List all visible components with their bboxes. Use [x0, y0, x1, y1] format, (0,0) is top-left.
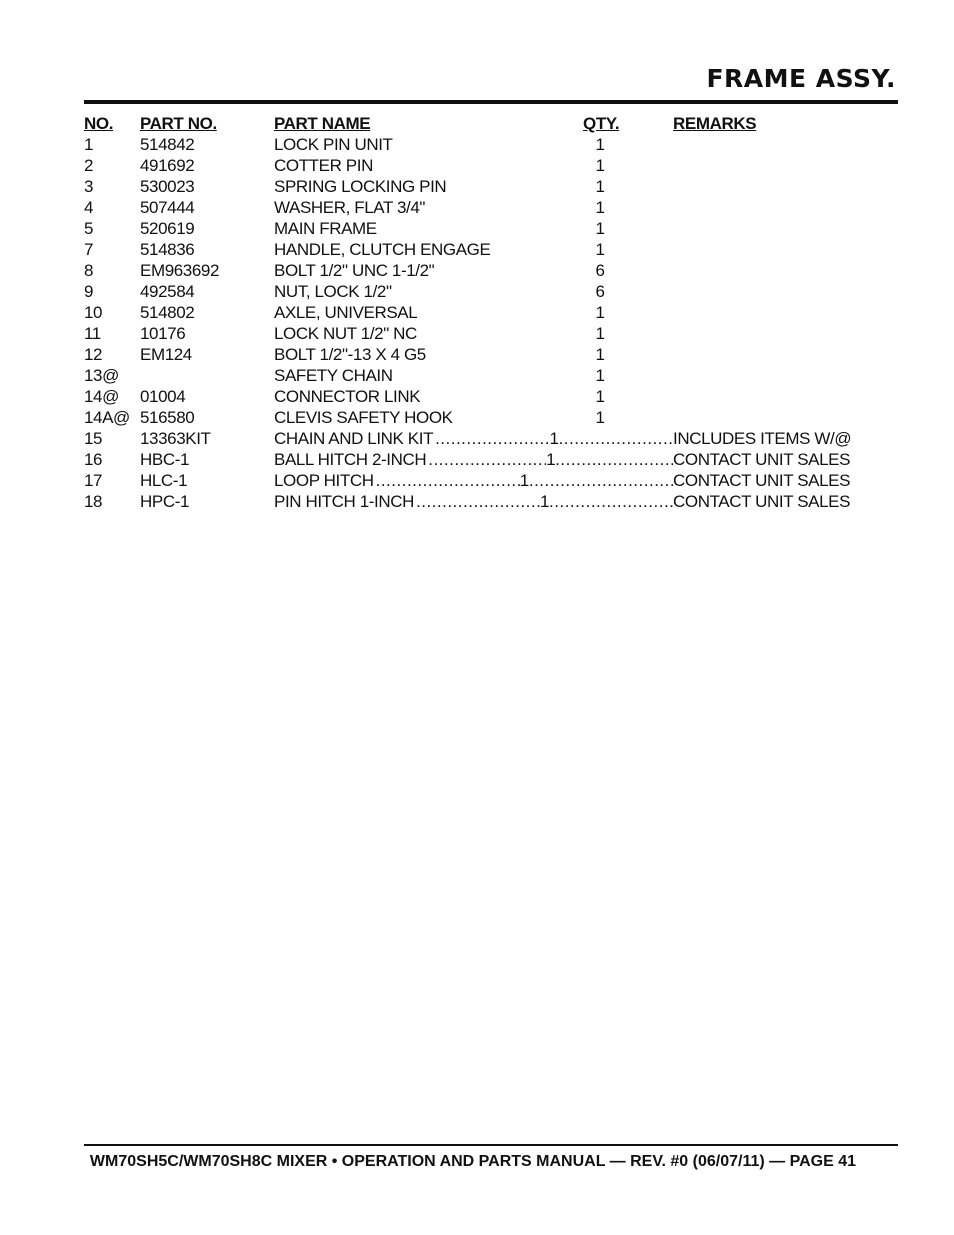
row-part-name: COTTER PIN [274, 156, 373, 175]
row-qty: 1 [519, 471, 529, 490]
row-part-no: 492584 [140, 282, 195, 301]
row-remarks: INCLUDES ITEMS W/@ [673, 429, 852, 448]
row-qty: 1 [546, 450, 556, 469]
row-no: 14@ [84, 387, 119, 406]
row-part-no: 514836 [140, 240, 195, 259]
row-part-no: 514842 [140, 135, 195, 154]
footer-rule [84, 1144, 898, 1146]
dot-leader [435, 428, 549, 449]
dot-leader [555, 449, 673, 470]
row-no: 18 [84, 492, 103, 511]
row-part-name: WASHER, FLAT 3/4" [274, 198, 426, 217]
table-row [84, 491, 874, 512]
header-no: NO. [84, 114, 114, 133]
row-part-name: LOCK NUT 1/2" NC [274, 324, 417, 343]
row-no: 8 [84, 261, 94, 280]
header-part-name: PART NAME [274, 114, 371, 133]
row-qty: 1 [595, 387, 605, 406]
table-row [84, 344, 874, 365]
row-part-name: AXLE, UNIVERSAL [274, 303, 418, 322]
row-part-no: 10176 [140, 324, 186, 343]
row-part-name: CHAIN AND LINK KIT [274, 429, 434, 448]
row-part-no: 514802 [140, 303, 195, 322]
table-row [84, 407, 874, 428]
header-remarks: REMARKS [673, 114, 757, 133]
row-no: 7 [84, 240, 94, 259]
row-no: 17 [84, 471, 103, 490]
dot-leader [376, 470, 520, 491]
row-part-name: MAIN FRAME [274, 219, 377, 238]
table-row [84, 386, 874, 407]
row-no: 1 [84, 135, 94, 154]
dot-leader [549, 491, 673, 512]
table-row [84, 428, 874, 449]
row-remarks: CONTACT UNIT SALES [673, 450, 851, 469]
dot-leader [416, 491, 540, 512]
row-no: 16 [84, 450, 103, 469]
row-leader [274, 428, 673, 449]
header-part-no: PART NO. [140, 114, 217, 133]
row-no: 2 [84, 156, 94, 175]
row-qty: 1 [549, 429, 559, 448]
row-part-no: 13363KIT [140, 429, 211, 448]
row-part-name: CLEVIS SAFETY HOOK [274, 408, 453, 427]
row-part-name: SPRING LOCKING PIN [274, 177, 447, 196]
row-qty: 1 [539, 492, 550, 511]
dot-leader [428, 449, 546, 470]
row-leader [274, 449, 673, 470]
row-no: 12 [84, 345, 103, 364]
row-part-name: LOOP HITCH [274, 471, 374, 490]
row-leader [274, 491, 673, 512]
table-row [84, 323, 874, 344]
row-no: 9 [84, 282, 94, 301]
header-rule [84, 100, 898, 104]
row-part-no: 530023 [140, 177, 195, 196]
row-part-name: BOLT 1/2"-13 X 4 G5 [274, 345, 426, 364]
table-row [84, 281, 874, 302]
row-part-name: PIN HITCH 1-INCH [274, 492, 414, 511]
row-no: 15 [84, 429, 103, 448]
row-qty: 1 [595, 219, 605, 238]
row-no: 13@ [84, 366, 119, 385]
row-qty: 1 [595, 156, 605, 175]
row-qty: 1 [595, 303, 605, 322]
table-row [84, 260, 874, 281]
table-row [84, 155, 874, 176]
row-no: 5 [84, 219, 94, 238]
row-leader [274, 470, 673, 491]
row-no: 14A@ [84, 408, 130, 427]
row-part-no: EM124 [140, 345, 192, 364]
row-part-no: 507444 [140, 198, 195, 217]
row-remarks: CONTACT UNIT SALES [673, 492, 851, 511]
row-qty: 1 [595, 177, 605, 196]
table-row [84, 176, 874, 197]
row-qty: 1 [595, 198, 605, 217]
table-row [84, 302, 874, 323]
row-part-no: EM963692 [140, 261, 220, 280]
row-no: 3 [84, 177, 94, 196]
row-no: 11 [84, 324, 101, 343]
row-part-name: BALL HITCH 2-INCH [274, 450, 427, 469]
row-part-name: LOCK PIN UNIT [274, 135, 393, 154]
row-part-no: HPC-1 [140, 492, 190, 511]
row-part-name: SAFETY CHAIN [274, 366, 393, 385]
parts-table [84, 113, 874, 512]
table-header [84, 113, 874, 134]
row-no: 4 [84, 198, 94, 217]
row-remarks: CONTACT UNIT SALES [673, 471, 851, 490]
dot-leader [559, 428, 673, 449]
row-part-name: NUT, LOCK 1/2" [274, 282, 392, 301]
row-qty: 1 [595, 240, 605, 259]
row-qty: 1 [595, 135, 605, 154]
row-part-name: HANDLE, CLUTCH ENGAGE [274, 240, 491, 259]
table-row [84, 197, 874, 218]
table-row [84, 470, 874, 491]
page-footer: WM70SH5C/WM70SH8C MIXER • OPERATION AND PARTS MANUAL — REV. #0 (06/07/11) — PAGE 41 [89, 1153, 856, 1170]
row-qty: 1 [595, 408, 605, 427]
row-part-no: 520619 [140, 219, 195, 238]
table-row [84, 218, 874, 239]
table-row [84, 365, 874, 386]
row-part-no: 491692 [140, 156, 195, 175]
row-part-name: CONNECTOR LINK [274, 387, 421, 406]
table-row [84, 134, 874, 155]
header-qty: QTY. [583, 114, 620, 133]
page-title: FRAME ASSY. [706, 64, 896, 93]
row-qty: 6 [595, 282, 605, 301]
row-part-name: BOLT 1/2" UNC 1-1/2" [274, 261, 435, 280]
row-qty: 6 [595, 261, 605, 280]
row-no: 10 [84, 303, 103, 322]
row-part-no: 01004 [140, 387, 186, 406]
row-qty: 1 [595, 345, 605, 364]
row-qty: 1 [595, 324, 605, 343]
row-part-no: HBC-1 [140, 450, 190, 469]
row-part-no: 516580 [140, 408, 195, 427]
row-part-no: HLC-1 [140, 471, 188, 490]
table-row [84, 239, 874, 260]
table-row [84, 449, 874, 470]
dot-leader [529, 470, 673, 491]
row-qty: 1 [595, 366, 605, 385]
